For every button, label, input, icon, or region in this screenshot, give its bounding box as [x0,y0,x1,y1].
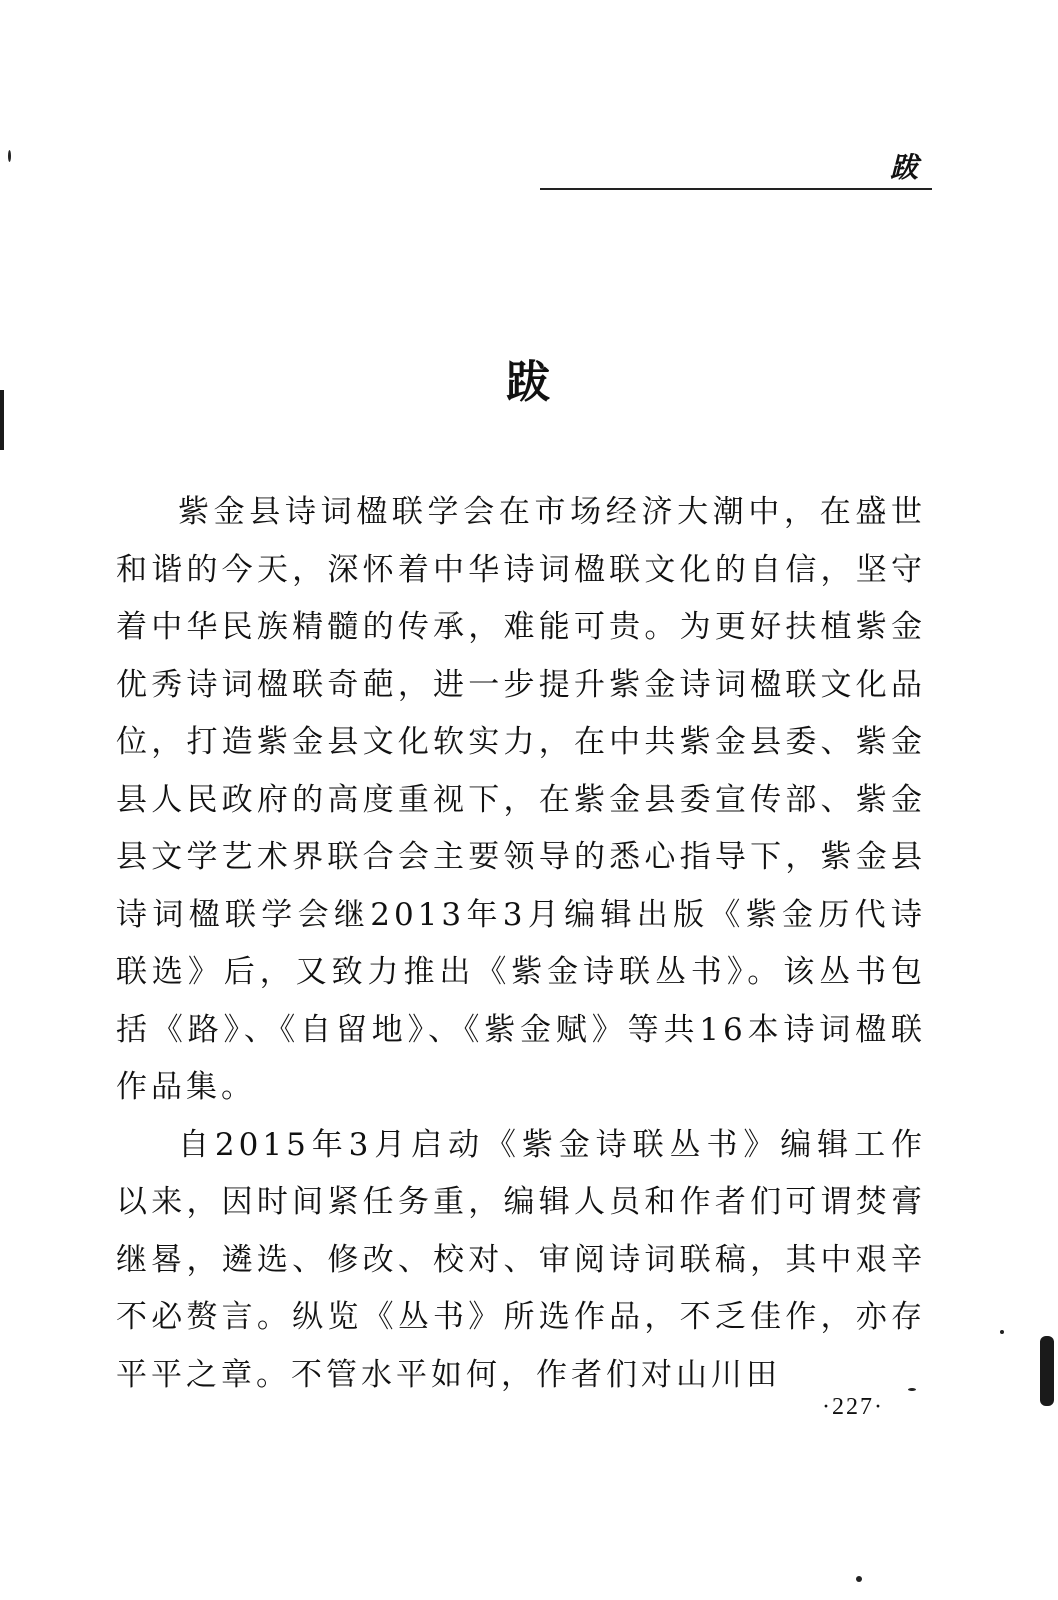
paragraph-1: 紫金县诗词楹联学会在市场经济大潮中，在盛世和谐的今天，深怀着中华诗词楹联文化的自信，坚守着中华民族精髓的传承，难能可贵。为更好扶植紫金优秀诗词楹联奇葩，进一步提升紫金诗词楹联文化品位，打造紫金县文化软实力，在中共紫金县委、紫金县人民政府的高度重视下，在紫金县委宣传部、紫金县文学艺术界联合会主要领导的悉心指导下，紫金县诗词楹联学会继2013年3月编辑出版《紫金历代诗联选》后，又致力推出《紫金诗联丛书》。该丛书包括《路》、《自留地》、《紫金赋》等共16本诗词楹联作品集。 [116,494,926,1105]
paragraph-2: 自2015年3月启动《紫金诗联丛书》编辑工作以来，因时间紧任务重，编辑人员和作者们可谓焚膏继晷，遴选、修改、校对、审阅诗词联稿，其中艰辛不必赘言。纵览《丛书》所选作品，不乏佳作，亦存平平之章。不管水平如何，作者们对山川田 [116,1126,926,1393]
body-text [116,484,926,1404]
scan-edge-mark-left [0,390,4,450]
scan-speck [856,1576,862,1582]
scan-speck [8,150,11,162]
scan-edge-mark-right [1040,1336,1054,1406]
running-header-title: 跋 [889,151,918,184]
page-title: 跋 [506,357,552,408]
page-number: ·227· [822,1394,884,1420]
scan-speck [1000,1330,1004,1334]
scan-speck [908,1388,916,1391]
running-header [540,140,932,190]
